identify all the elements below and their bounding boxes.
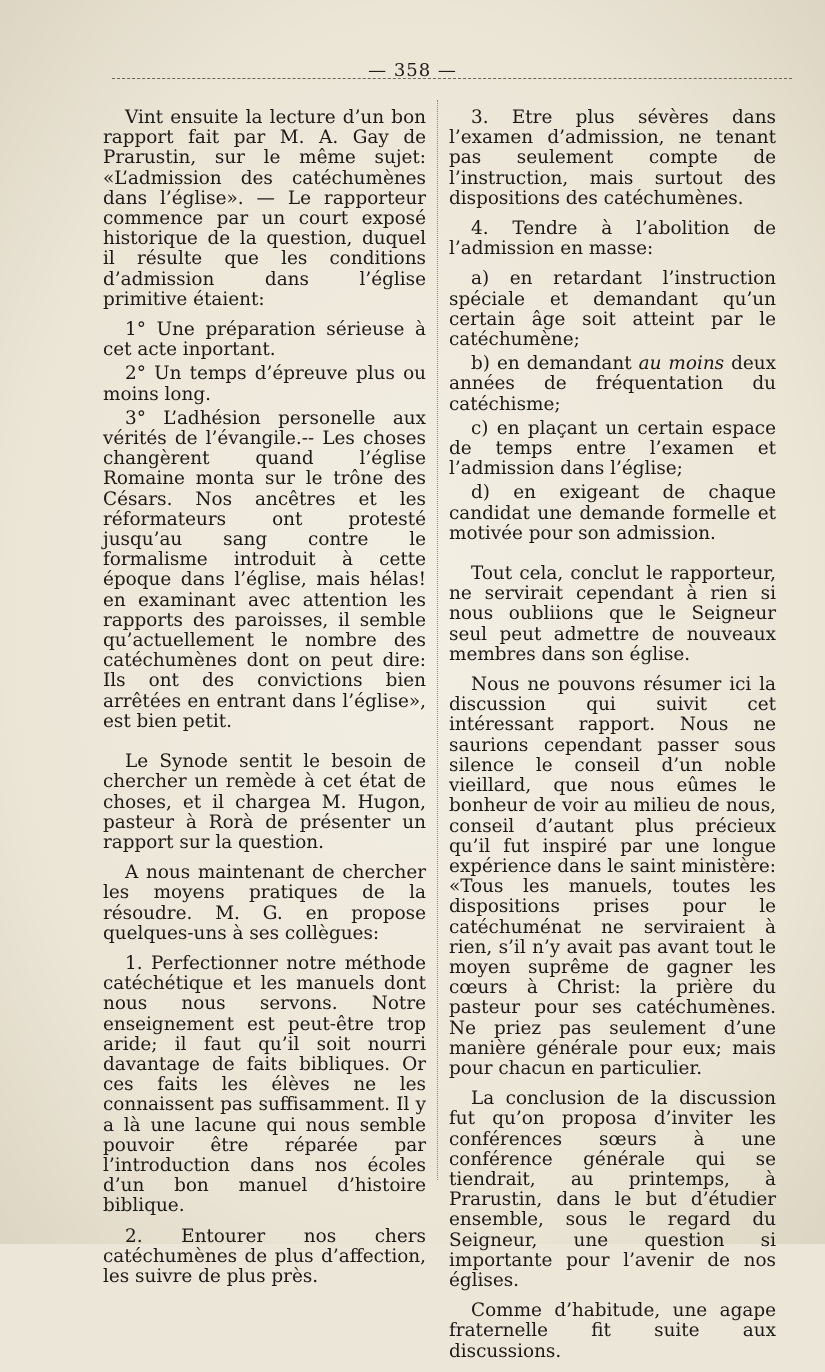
- sub-item-b: [449, 354, 776, 415]
- page-number: — 358 —: [368, 60, 457, 81]
- sub-item-c: c) en plaçant un certain espace de temps entre l’examen et l’admission dans l’église;: [449, 417, 776, 480]
- list-item-preparation: 1° Une préparation sérieuse à cet acte inportant.: [103, 319, 426, 361]
- list-item-adhesion: 3° L’adhésion personelle aux vérités de l’évangile.-- Les choses changèrent quand l’église Romaine monta sur le trône des Césars. Nos ancêtres et les réformateurs ont protesté jusqu’au sang contre le formalisme introduit à cette époque dans l’église, mais hélas! en examinant avec attention les rapports des paroisses, il semble qu’actuellement le nombre des catéchumènes dont on peut dire: Ils ont des convictions bien arrêtées en entrant dans l’église», est bien petit.: [103, 407, 426, 732]
- list-item-abolition: 4. Tendre à l’abolition de l’admission en masse:: [449, 218, 776, 260]
- sub-item-a: a) en retardant l’instruction spéciale et demandant qu’un certain âge soit atteint par le catéchumène;: [449, 268, 776, 351]
- left-column: [103, 108, 426, 1297]
- sub-item-b-start: b) en demandant: [471, 353, 639, 375]
- paragraph-moyens-pratiques: A nous maintenant de chercher les moyens pratiques de la résoudre. M. G. en propose quelques-uns à ses collègues:: [103, 862, 426, 944]
- paragraph-rapport-gay: Vint ensuite la lecture d’un bon rapport fait par M. A. Gay de Prarustin, sur le même sujet: «L’admission des catéchumènes dans l’église». — Le rapporteur commence par un court exposé historique de la question, duquel il résulte que les conditions d’admission dans l’église primitive étaient:: [103, 107, 426, 310]
- paragraph-discussion: Nous ne pouvons résumer ici la discussion qui suivit cet intéressant rapport. Nous ne saurions cependant passer sous silence le conseil d’un noble vieillard, que nous eûmes le bonheur de voir au milieu de nous, conseil d’autant plus précieux qu’il fut inspiré par une longue expérience dans le saint ministère: «Tous les manuels, toutes les dispositions prises pour le catéchuménat ne serviraient à rien, s’il n’y avait pas avant tout le moyen suprême de gagner les cœurs à Christ: la prière du pasteur pour ses catéchumènes. Ne priez pas seulement d’une manière générale pour eux; mais pour chacun en particulier.: [449, 674, 776, 1079]
- sub-item-d: d) en exigeant de chaque candidat une demande formelle et motivée pour son admission.: [449, 482, 776, 544]
- sub-item-b-emphasis: au moins: [638, 353, 725, 375]
- header-rule: [112, 78, 792, 79]
- list-item-severes: 3. Etre plus sévères dans l’examen d’admission, ne tenant pas seulement compte de l’instruction, mais surtout des dispositions des catéchumènes.: [449, 107, 776, 209]
- sub-item-b-end: deux années de fréquentation du catéchisme;: [449, 353, 776, 415]
- list-item-entourer: 2. Entourer nos chers catéchumènes de plus d’affection, les suivre de plus près.: [103, 1225, 426, 1287]
- paragraph-conference: La conclusion de la discussion fut qu’on proposa d’inviter les conférences sœurs à une conférence générale qui se tiendrait, au printemps, à Prarustin, dans le but d’étudier ensemble, sous le regard du Seigneur, une question si importante pour l’avenir de nos églises.: [449, 1088, 776, 1291]
- paragraph-conclusion-rapporteur: Tout cela, conclut le rapporteur, ne servirait cependant à rien si nous oubliions que le Seigneur seul peut admettre de nouveaux membres dans son église.: [449, 563, 776, 665]
- paragraph-agape: Comme d’habitude, une agape fraternelle fit suite aux discussions.: [449, 1300, 776, 1362]
- list-item-temps-epreuve: 2° Un temps d’épreuve plus ou moins long.: [103, 363, 426, 405]
- paragraph-synode: Le Synode sentit le besoin de chercher un remède à cet état de choses, et il chargea M. Hugon, pasteur à Rorà de présenter un rapport sur la question.: [103, 751, 426, 853]
- list-item-perfectionner: 1. Perfectionner notre méthode catéchétique et les manuels dont nous nous servons. Notre enseignement est peut-être trop aride; il faut qu’il soit nourri davantage de faits bibliques. Or ces faits les élèves ne les connaissent pas suffisamment. Il y a là une lacune qui nous semble pouvoir être réparée par l’introduction dans nos écoles d’un bon manuel d’histoire biblique.: [103, 952, 426, 1217]
- right-column: [449, 108, 776, 1372]
- column-divider: [437, 100, 438, 1180]
